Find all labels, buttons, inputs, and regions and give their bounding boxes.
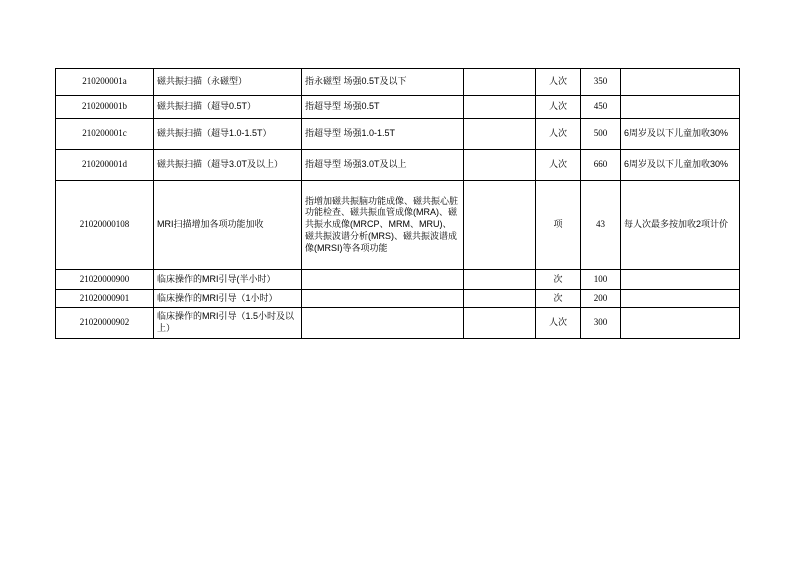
cell-note [621, 290, 740, 308]
cell-unit: 项 [536, 181, 581, 270]
cell-desc: 指增加磁共振脑功能成像、磁共振心脏功能检查、磁共振血管成像(MRA)、磁共振水成像(MRCP、MRM、MRU)、磁共振波谱分析(MRS)、磁共振波谱成像(MRSI)等各项功能 [302, 181, 464, 270]
cell-code: 210200001c [56, 119, 154, 150]
cell-name: MRI扫描增加各项功能加收 [154, 181, 302, 270]
cell-excluded [464, 150, 536, 181]
cell-desc [302, 308, 464, 339]
cell-desc [302, 290, 464, 308]
cell-excluded [464, 181, 536, 270]
cell-unit: 人次 [536, 150, 581, 181]
cell-excluded [464, 270, 536, 290]
cell-name: 临床操作的MRI引导（1小时） [154, 290, 302, 308]
cell-note [621, 96, 740, 119]
cell-excluded [464, 290, 536, 308]
cell-note: 每人次最多按加收2项计价 [621, 181, 740, 270]
table-row [56, 150, 740, 181]
table-row [56, 69, 740, 96]
cell-code: 21020000900 [56, 270, 154, 290]
cell-note: 6周岁及以下儿童加收30% [621, 119, 740, 150]
table-row [56, 270, 740, 290]
cell-excluded [464, 308, 536, 339]
cell-name: 磁共振扫描（超导1.0-1.5T） [154, 119, 302, 150]
cell-unit: 人次 [536, 69, 581, 96]
cell-unit: 人次 [536, 308, 581, 339]
cell-note: 6周岁及以下儿童加收30% [621, 150, 740, 181]
cell-price: 350 [581, 69, 621, 96]
price-table [55, 68, 740, 339]
cell-desc [302, 270, 464, 290]
cell-unit: 次 [536, 270, 581, 290]
table-row [56, 96, 740, 119]
price-table-container [55, 68, 739, 339]
cell-name: 磁共振扫描（超导0.5T） [154, 96, 302, 119]
table-row [56, 290, 740, 308]
cell-name: 临床操作的MRI引导(半小时） [154, 270, 302, 290]
cell-excluded [464, 119, 536, 150]
cell-code: 21020000902 [56, 308, 154, 339]
cell-price: 200 [581, 290, 621, 308]
cell-price: 300 [581, 308, 621, 339]
cell-price: 43 [581, 181, 621, 270]
cell-desc: 指超导型 场强1.0-1.5T [302, 119, 464, 150]
cell-unit: 人次 [536, 119, 581, 150]
cell-code: 21020000901 [56, 290, 154, 308]
cell-code: 210200001d [56, 150, 154, 181]
cell-desc: 指永磁型 场强0.5T及以下 [302, 69, 464, 96]
cell-code: 210200001a [56, 69, 154, 96]
cell-price: 100 [581, 270, 621, 290]
cell-name: 磁共振扫描（超导3.0T及以上） [154, 150, 302, 181]
cell-name: 磁共振扫描（永磁型） [154, 69, 302, 96]
table-row [56, 181, 740, 270]
cell-excluded [464, 96, 536, 119]
cell-price: 660 [581, 150, 621, 181]
cell-code: 210200001b [56, 96, 154, 119]
cell-note [621, 270, 740, 290]
cell-unit: 人次 [536, 96, 581, 119]
cell-unit: 次 [536, 290, 581, 308]
cell-desc: 指超导型 场强3.0T及以上 [302, 150, 464, 181]
cell-price: 500 [581, 119, 621, 150]
cell-excluded [464, 69, 536, 96]
cell-note [621, 69, 740, 96]
cell-desc: 指超导型 场强0.5T [302, 96, 464, 119]
cell-price: 450 [581, 96, 621, 119]
table-row [56, 308, 740, 339]
cell-note [621, 308, 740, 339]
price-table-body [56, 69, 740, 339]
cell-code: 21020000108 [56, 181, 154, 270]
table-row [56, 119, 740, 150]
cell-name: 临床操作的MRI引导（1.5小时及以上） [154, 308, 302, 339]
